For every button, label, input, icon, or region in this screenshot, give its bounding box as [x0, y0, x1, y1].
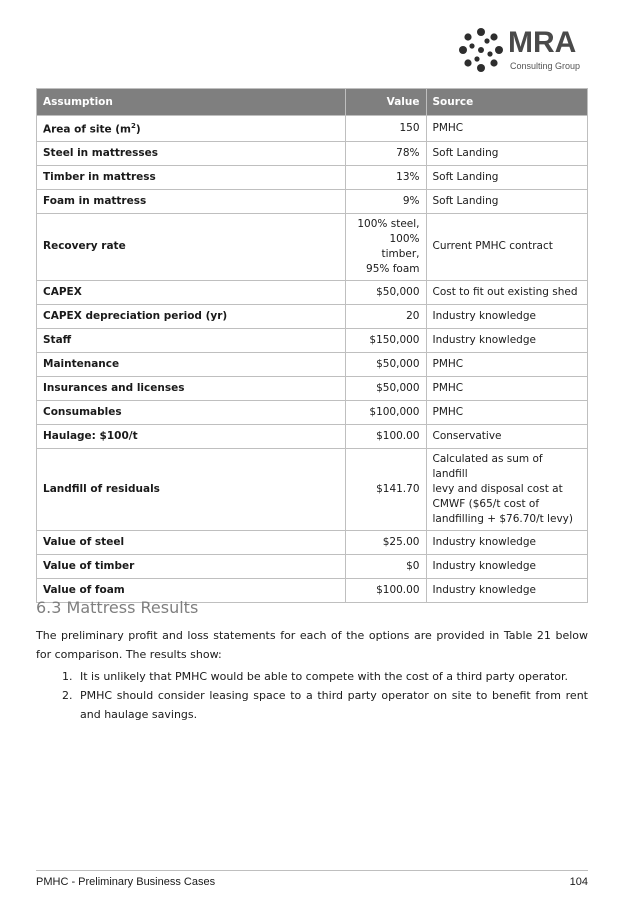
source-cell: Industry knowledge: [426, 530, 588, 554]
value-cell: $100.00: [345, 424, 426, 448]
section-paragraph: The preliminary profit and loss statements for each of the options are provided in Table 21 below for comparison. The results show:: [36, 629, 588, 661]
logo-subtitle: Consulting Group: [510, 61, 581, 71]
assumption-cell: Staff: [37, 328, 346, 352]
value-cell: 150: [345, 116, 426, 142]
table-row: [37, 376, 588, 400]
value-cell: $50,000: [345, 376, 426, 400]
footer-divider: [36, 870, 588, 871]
assumption-cell: Timber in mattress: [37, 165, 346, 189]
assumption-cell: CAPEX: [37, 280, 346, 304]
table-row: [37, 165, 588, 189]
source-cell: Soft Landing: [426, 165, 588, 189]
table-row: [37, 116, 588, 142]
value-cell: 78%: [345, 141, 426, 165]
results-list: [36, 667, 588, 724]
source-cell: Current PMHC contract: [426, 213, 588, 280]
table-row: [37, 400, 588, 424]
page-number: 104: [569, 876, 588, 888]
source-cell: PMHC: [426, 352, 588, 376]
header-assumption: Assumption: [37, 89, 346, 116]
value-cell: $100,000: [345, 400, 426, 424]
value-cell: $0: [345, 554, 426, 578]
logo-emblem-icon: [455, 24, 507, 76]
table-row: [37, 141, 588, 165]
assumption-cell: Insurances and licenses: [37, 376, 346, 400]
source-cell: Calculated as sum of landfill levy and disposal cost at CMWF ($65/t cost of landfilling + $76.70/t levy): [426, 448, 588, 530]
value-cell: $100.00: [345, 578, 426, 602]
assumption-cell: Recovery rate: [37, 213, 346, 280]
assumption-cell: Foam in mattress: [37, 189, 346, 213]
source-cell: Industry knowledge: [426, 578, 588, 602]
value-cell: $50,000: [345, 280, 426, 304]
value-cell: 20: [345, 304, 426, 328]
value-cell: $25.00: [345, 530, 426, 554]
value-cell: $141.70: [345, 448, 426, 530]
assumption-cell: Maintenance: [37, 352, 346, 376]
assumption-cell: Landfill of residuals: [37, 448, 346, 530]
table-row: [37, 554, 588, 578]
assumption-cell: Value of foam: [37, 578, 346, 602]
footer-title: PMHC - Preliminary Business Cases: [36, 876, 216, 888]
source-cell: Soft Landing: [426, 189, 588, 213]
table-row: [37, 304, 588, 328]
mra-logo: [455, 24, 590, 74]
assumptions-table: [36, 88, 588, 603]
source-cell: Industry knowledge: [426, 304, 588, 328]
value-cell: $150,000: [345, 328, 426, 352]
header-value: Value: [345, 89, 426, 116]
table-row: [37, 424, 588, 448]
value-cell: $50,000: [345, 352, 426, 376]
list-item: 1. It is unlikely that PMHC would be able to compete with the cost of a third party operator.: [76, 667, 588, 686]
header-source: Source: [426, 89, 588, 116]
table-row: [37, 280, 588, 304]
source-cell: PMHC: [426, 400, 588, 424]
table-row: [37, 448, 588, 530]
assumption-cell: Value of steel: [37, 530, 346, 554]
table-row: [37, 328, 588, 352]
assumption-cell: Value of timber: [37, 554, 346, 578]
assumption-cell: Consumables: [37, 400, 346, 424]
assumption-cell: Steel in mattresses: [37, 141, 346, 165]
table-header-row: [37, 89, 588, 116]
assumption-cell: Haulage: $100/t: [37, 424, 346, 448]
table-row: [37, 352, 588, 376]
table-row: [37, 189, 588, 213]
source-cell: Industry knowledge: [426, 328, 588, 352]
source-cell: PMHC: [426, 376, 588, 400]
assumption-cell: CAPEX depreciation period (yr): [37, 304, 346, 328]
source-cell: PMHC: [426, 116, 588, 142]
source-cell: Industry knowledge: [426, 554, 588, 578]
source-cell: Conservative: [426, 424, 588, 448]
value-cell: 100% steel, 100% timber, 95% foam: [345, 213, 426, 280]
table-row: [37, 530, 588, 554]
section-heading: 6.3 Mattress Results: [36, 598, 199, 617]
value-cell: 9%: [345, 189, 426, 213]
logo-wordmark: MRA: [508, 26, 577, 59]
assumption-cell: Area of site $(m^2)$: [37, 116, 346, 142]
source-cell: Soft Landing: [426, 141, 588, 165]
value-cell: 13%: [345, 165, 426, 189]
list-item: 2. PMHC should consider leasing space to a third party operator on site to benefit from rent and haulage savings.: [76, 686, 588, 724]
source-cell: Cost to fit out existing shed: [426, 280, 588, 304]
table-row: [37, 213, 588, 280]
